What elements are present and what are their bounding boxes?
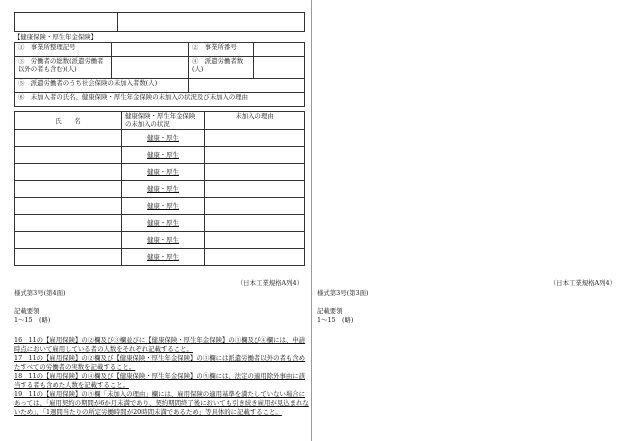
name-cell[interactable]	[15, 215, 122, 232]
status-cell: 健康・厚生	[122, 164, 205, 181]
column-header-status: 健康保険・厚生年金保険の未加入の状況	[122, 112, 205, 130]
section-title: 【健康保険・厚生年金保険】	[14, 33, 98, 41]
notes-title: 記載要領	[14, 307, 40, 315]
top-remnant-table	[14, 12, 305, 32]
field-total-workers-label: ③ 労働者の総数(派遣労働者以外の者も含む)(人)	[15, 57, 112, 79]
name-cell[interactable]	[15, 147, 122, 164]
note-16: 16 11の【雇用保険】の②欄及び③欄並びに【健康保険・厚生年金保険】の③欄及び④欄には、申請時点において雇用している者の人数をそれぞれ記載すること。	[14, 336, 306, 353]
note-19: 19 11の【雇用保険】の⑤欄「未加入の理由」欄には、雇用保険の適用基準を満たしていない場合にあっては、「雇用契約の期間が6か月未満であり、契約期間終了後においても引き続き雇用が見込まれないため」、「1週間当たりの所定労働時間が20時間未満であるため」等具体的に記載すること。	[14, 390, 309, 416]
name-cell[interactable]	[15, 130, 122, 147]
name-cell[interactable]	[15, 164, 122, 181]
uninsured-persons-table	[14, 111, 305, 266]
reason-cell[interactable]	[205, 164, 305, 181]
name-cell[interactable]	[15, 198, 122, 215]
column-header-reason: 未加入の理由	[205, 112, 305, 130]
field-dispatch-workers-value[interactable]	[254, 57, 305, 79]
left-page-size-note: （日本工業規格A列4）	[236, 279, 303, 287]
status-cell: 健康・厚生	[122, 181, 205, 198]
right-notes-title: 記載要領	[317, 307, 343, 315]
table-row	[15, 164, 305, 181]
note-17: 17 11の【雇用保険】の②欄及び【健康保険・厚生年金保険】の③欄には派遣労働者以外の者も含めたすべての労働者の実数を記載すること。	[14, 354, 306, 371]
reason-cell[interactable]	[205, 249, 305, 266]
right-form-number: 様式第3号(第3面)	[317, 289, 369, 297]
page-divider	[311, 0, 312, 441]
field-office-number-value[interactable]	[254, 43, 305, 57]
field-office-code-label: ① 事業所整理記号	[15, 43, 112, 57]
field-uninsured-count-value[interactable]	[189, 79, 305, 93]
table-row	[15, 215, 305, 232]
table-row	[15, 147, 305, 164]
status-cell: 健康・厚生	[122, 198, 205, 215]
status-cell: 健康・厚生	[122, 147, 205, 164]
field-uninsured-count-label: ⑤ 派遣労働者のうち社会保険の未加入者数(人)	[15, 79, 189, 93]
reason-cell[interactable]	[205, 181, 305, 198]
status-cell: 健康・厚生	[122, 249, 205, 266]
field-office-code-value[interactable]	[112, 43, 189, 57]
top-cell-left	[15, 13, 118, 32]
table-row	[15, 181, 305, 198]
reason-cell[interactable]	[205, 215, 305, 232]
reason-cell[interactable]	[205, 198, 305, 215]
right-notes-skip: 1～15 (略)	[317, 316, 354, 324]
field-total-workers-value[interactable]	[112, 57, 189, 79]
right-page-size-note: （日本工業規格A列4）	[549, 279, 616, 287]
status-cell: 健康・厚生	[122, 130, 205, 147]
insurance-info-table	[14, 42, 305, 107]
left-form-number: 様式第3号(第4面)	[14, 289, 66, 297]
status-cell: 健康・厚生	[122, 232, 205, 249]
name-cell[interactable]	[15, 249, 122, 266]
field-dispatch-workers-label: ④ 派遣労働者数(人)	[189, 57, 254, 79]
field-office-number-label: ② 事業所番号	[189, 43, 254, 57]
table-row	[15, 249, 305, 266]
table-row	[15, 130, 305, 147]
name-cell[interactable]	[15, 181, 122, 198]
notes-skip: 1～15 (略)	[14, 316, 51, 324]
reason-cell[interactable]	[205, 232, 305, 249]
note-18: 18 11の【雇用保険】の④欄及び【健康保険・厚生年金保険】の⑤欄には、法定の適用除外事由に該当する者も含めた人数を記載すること。	[14, 372, 306, 389]
status-cell: 健康・厚生	[122, 215, 205, 232]
table-row	[15, 232, 305, 249]
field-uninsured-detail-label: ⑥ 未加入者の氏名、健康保険・厚生年金保険の未加入の状況及び未加入の理由	[15, 93, 305, 107]
column-header-name: 氏 名	[15, 112, 122, 130]
reason-cell[interactable]	[205, 147, 305, 164]
table-row	[15, 198, 305, 215]
top-cell-right	[118, 13, 305, 32]
reason-cell[interactable]	[205, 130, 305, 147]
name-cell[interactable]	[15, 232, 122, 249]
